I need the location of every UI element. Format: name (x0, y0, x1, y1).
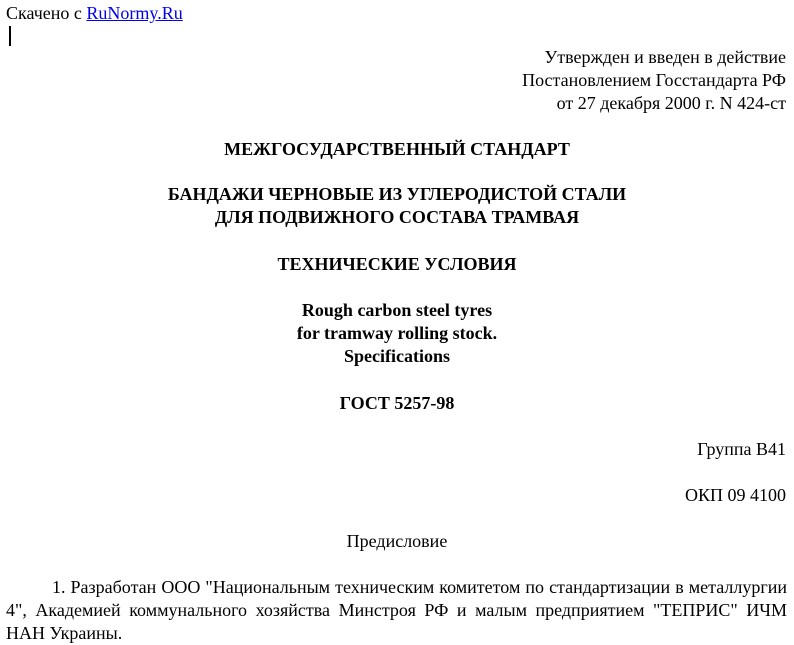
title-line-1: БАНДАЖИ ЧЕРНОВЫЕ ИЗ УГЛЕРОДИСТОЙ СТАЛИ (167, 184, 627, 204)
standard-type: МЕЖГОСУДАРСТВЕННЫЙ СТАНДАРТ (224, 139, 570, 159)
source-line (6, 2, 183, 24)
okp-code: ОКП 09 4100 (684, 485, 786, 505)
approval-line-3: от 27 декабря 2000 г. N 424-ст (556, 93, 786, 113)
text-cursor (9, 26, 11, 46)
english-title-line-3: Specifications (344, 346, 450, 366)
source-prefix: Скачено с (6, 3, 87, 23)
standard-code: ГОСТ 5257-98 (339, 393, 455, 413)
english-title-line-2: for tramway rolling stock. (296, 323, 498, 343)
document-title (0, 183, 794, 229)
english-title (0, 299, 794, 368)
preface-paragraph-1: 1. Разработан ООО "Национальным техническим комитетом по стандартизации в металлургии 4", Академией коммунального хозяйства Минстроя РФ и малым предприятием "ТЕПРИС" ИЧМ НАН Украины. (6, 577, 787, 643)
source-link[interactable]: RuNormy.Ru (86, 3, 183, 23)
approval-line-2: Постановлением Госстандарта РФ (522, 70, 786, 90)
approval-block (522, 46, 786, 115)
group-code: Группа В41 (697, 439, 786, 459)
title-line-2: ДЛЯ ПОДВИЖНОГО СОСТАВА ТРАМВАЯ (214, 207, 580, 227)
english-title-line-1: Rough carbon steel tyres (301, 300, 493, 320)
document-subtitle: ТЕХНИЧЕСКИЕ УСЛОВИЯ (277, 254, 517, 274)
approval-line-1: Утвержден и введен в действие (544, 47, 786, 67)
preface-heading: Предисловие (346, 531, 448, 551)
